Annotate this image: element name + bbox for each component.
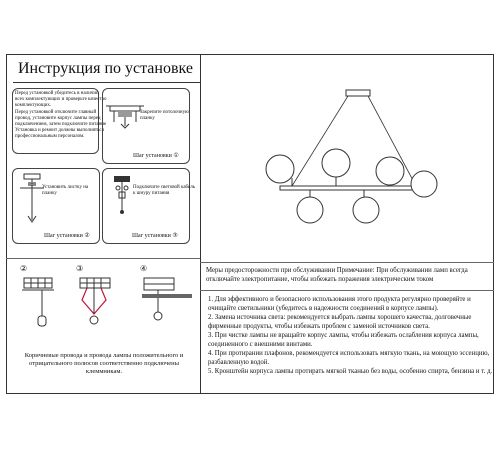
section-divider <box>200 262 494 263</box>
maintenance-note: 5. Кронштейн корпуса лампы протирать мягкой тканью без воды, особенно спирта, бензина и т. д. <box>208 368 493 375</box>
wiring-caption: Коричневые провода и провода лампы положительного и <box>24 352 184 359</box>
maintenance-note: 3. При чистке лампы не вращайте корпус лампы, чтобы избежать ослабления корпуса лампы, <box>208 332 479 339</box>
safety-line: всех комплектующих и проверьте качество <box>15 97 107 102</box>
section-divider <box>6 258 200 259</box>
safety-line: Установка и ремонт должны выполняться <box>15 128 104 133</box>
lamp-mount-diagram <box>140 276 195 336</box>
safety-line: профессиональным персоналом. <box>15 134 85 139</box>
maintenance-note: очищайте светильники (убедитесь в надежности соединений в корпусе лампы). <box>208 305 439 312</box>
step-3-label: к шнуру питания <box>133 191 170 196</box>
wiring-caption: отрицательного полюсов соответственно подключены <box>29 360 179 367</box>
wiring-caption: клеммникам. <box>85 368 123 375</box>
column-divider <box>200 54 201 394</box>
safety-line: Перед установкой убедитесь в наличии <box>15 91 99 96</box>
canopy-mount-illustration <box>18 172 48 224</box>
maintenance-note: соединенного с внешними винтами. <box>208 341 313 348</box>
warning-text: Меры предосторожности при обслуживании Примечание: При обслуживании ламп всегда <box>206 267 468 274</box>
safety-line: подключением, затем подключите питание <box>15 122 107 127</box>
title-underline <box>13 82 200 83</box>
diagram-step-number: ② <box>20 264 28 273</box>
step-2-label: Установить листку на <box>42 185 89 190</box>
section-divider <box>200 290 494 291</box>
diagram-step-number: ③ <box>76 264 84 273</box>
chandelier-illustration <box>240 86 440 236</box>
step-1-caption: Шаг установки ① <box>133 153 179 159</box>
step-1-label: планку <box>140 116 155 121</box>
safety-line: провод, установите корпус лампы перед <box>15 116 101 121</box>
maintenance-note: 1. Для эффективного и безопасного использования этого продукта регулярно проверяйте и <box>208 296 471 303</box>
page-title: Инструкция по установке <box>18 60 193 77</box>
step-1-label: Закрепите потолочную <box>140 110 189 115</box>
maintenance-note: разбавленную водой. <box>208 359 270 366</box>
wiring-connection-diagram <box>78 276 118 336</box>
warning-text: отключайте электропитание, чтобы избежать поражения электрическим током <box>206 276 434 283</box>
maintenance-note: 4. При протирании плафонов, рекомендуется использовать мягкую ткань, на моющую эссенцию, <box>208 350 490 357</box>
maintenance-note: фирменные продукты, чтобы избежать проблем с заменой источников света. <box>208 323 430 330</box>
step-2-label: планку <box>42 191 57 196</box>
step-2-caption: Шаг установки ② <box>44 233 90 239</box>
step-3-caption: Шаг установки ③ <box>132 233 178 239</box>
terminal-block-diagram <box>22 276 67 336</box>
diagram-step-number: ④ <box>140 264 148 273</box>
step-3-label: Подключите световой кабель <box>133 185 196 190</box>
safety-line: комплектующих. <box>15 103 52 108</box>
safety-line: Перед установкой отключите главный <box>15 110 97 115</box>
maintenance-note: 2. Замена источника света: рекомендуется выбрать лампы хорошего качества, долговечные <box>208 314 472 321</box>
